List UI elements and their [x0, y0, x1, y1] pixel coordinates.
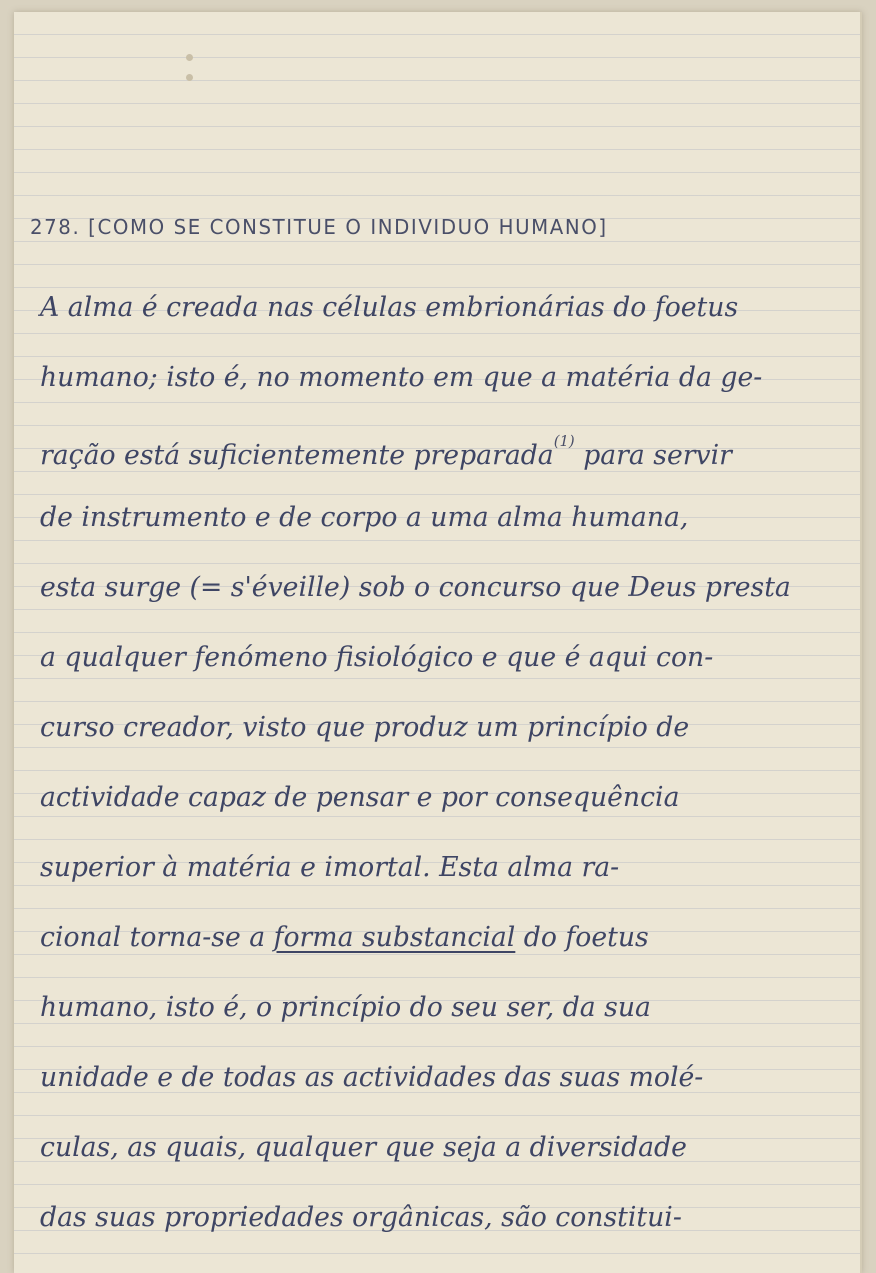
text-line: de instrumento e de corpo a uma alma humana, — [40, 502, 689, 533]
text-line: culas, as quais, qualquer que seja a diversidade — [40, 1132, 687, 1163]
footnote-marker: (1) — [553, 432, 575, 450]
text-line: humano, isto é, o princípio do seu ser, da sua — [40, 992, 651, 1023]
punch-hole — [186, 74, 193, 81]
text-line: a qualquer fenómeno fisiológico e que é aqui con- — [40, 642, 714, 673]
section-heading: 278. [COMO SE CONSTITUE O INDIVIDUO HUMANO] — [30, 215, 608, 239]
text-segment: ração está suficientemente preparada — [40, 440, 554, 471]
text-segment: do foetus — [515, 922, 649, 953]
punch-hole — [186, 54, 193, 61]
text-line: curso creador, visto que produz um princípio de — [40, 712, 690, 743]
text-line — [40, 922, 830, 953]
text-segment: para servir — [574, 440, 732, 471]
underlined-term: forma substancial — [273, 922, 516, 953]
text-line: superior à matéria e imortal. Esta alma ra- — [40, 852, 620, 883]
text-line: unidade e de todas as actividades das suas molé- — [40, 1062, 704, 1093]
text-segment: cional torna-se a — [40, 922, 274, 953]
text-line: actividade capaz de pensar e por consequência — [40, 782, 680, 813]
text-line: humano; isto é, no momento em que a matéria da ge- — [40, 362, 763, 393]
text-line: das suas propriedades orgânicas, são constitui- — [40, 1202, 682, 1233]
text-line: A alma é creada nas células embrionárias do foetus — [40, 292, 739, 323]
text-line — [40, 432, 830, 471]
text-line: esta surge (= s'éveille) sob o concurso que Deus presta — [40, 572, 791, 603]
